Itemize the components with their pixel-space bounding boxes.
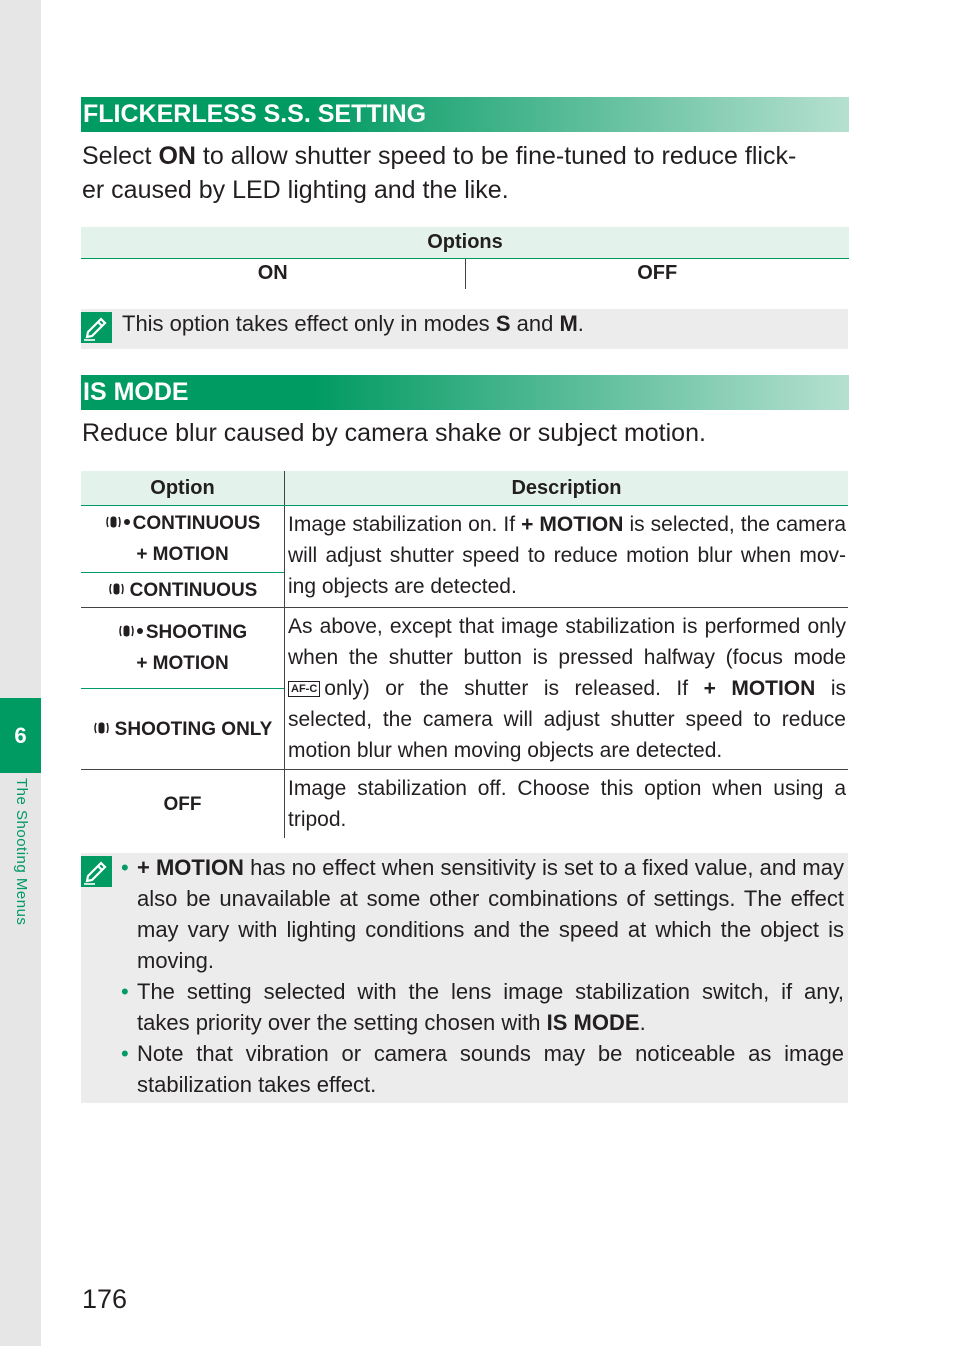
description-text: As above, except that image stabilization is performed only when the shutter button is pressed halfway (focus mode xyxy=(288,615,846,669)
note-text-end: . xyxy=(577,311,584,336)
option-on: ON xyxy=(257,262,288,284)
motion-keyword: + MOTION xyxy=(137,855,244,880)
option-off: OFF xyxy=(465,259,850,289)
note-text xyxy=(122,309,584,339)
list-item: • Note that vibration or camera sounds may be noticeable as image stabilization takes effect. xyxy=(121,1041,844,1097)
option-label: SHOOTING ONLY xyxy=(114,718,273,740)
options-header: Options xyxy=(81,227,849,259)
section-heading-flickerless: FLICKERLESS S.S. SETTING xyxy=(81,97,849,132)
note-mode-s: S xyxy=(495,311,511,336)
section-heading-is-mode: IS MODE xyxy=(81,375,849,410)
page-number: 176 xyxy=(82,1284,128,1314)
option-off: OFF xyxy=(81,770,285,839)
option-continuous-motion xyxy=(81,506,285,573)
option-shooting-only xyxy=(81,689,285,770)
note-mode-m: M xyxy=(559,311,578,336)
camera-shake-icon xyxy=(108,581,128,597)
chapter-title: The Shooting Menus xyxy=(13,778,30,926)
column-header-description: Description xyxy=(285,471,849,506)
flickerless-intro xyxy=(82,139,852,207)
intro-text: er caused by LED lighting and the like. xyxy=(82,176,509,204)
note-icon xyxy=(81,312,112,343)
camera-shake-icon xyxy=(93,720,113,736)
motion-keyword: + MOTION xyxy=(521,513,624,536)
note-text: Note that vibration or camera sounds may be noticeable as image stabilization takes effect. xyxy=(137,1041,844,1097)
list-item: • + MOTION has no effect when sensitivity is set to a fixed value, and may also be unavailable at some other combinations of settings. The effect may vary with lighting conditions and the speed at which the object is moving. xyxy=(121,855,844,973)
table-row xyxy=(81,770,848,839)
is-mode-notes xyxy=(81,853,848,1103)
is-mode-keyword: IS MODE xyxy=(546,1010,640,1035)
chapter-sidebar xyxy=(0,0,41,1346)
flickerless-options-table xyxy=(81,227,849,289)
is-mode-table xyxy=(81,471,848,838)
option-label: SHOOTING xyxy=(145,622,248,643)
option-label: + MOTION xyxy=(136,544,229,565)
options-row xyxy=(81,259,849,289)
option-label: CONTINUOUS xyxy=(132,513,261,534)
intro-text: to allow shutter speed to be fine-tuned to reduce flick- xyxy=(202,142,797,170)
note-text-and: and xyxy=(516,311,554,336)
description-text: is selected, the camera will adjust shutter speed to reduce motion blur when mov-ing objects are detected. xyxy=(288,513,846,598)
af-c-icon: AF-C xyxy=(288,681,320,697)
note-text: The setting selected with the lens image stabilization switch, if any, takes priority over the setting chosen with xyxy=(137,979,844,1035)
intro-on-keyword: ON xyxy=(158,142,196,170)
intro-text: Select xyxy=(82,142,152,170)
camera-shake-icon xyxy=(105,514,131,530)
description-off: Image stabilization off. Choose this option when using a tripod. xyxy=(285,770,849,839)
note-text-end: . xyxy=(639,1010,646,1035)
description-text: only) or the shutter is released. If xyxy=(324,677,689,700)
notes-list xyxy=(81,852,848,1100)
note-text: has no effect when sensitivity is set to a fixed value, and may also be unavailable at some other combinations of settings. The effect may vary with lighting conditions and the speed at which the object is moving. xyxy=(137,855,844,973)
option-label: CONTINUOUS xyxy=(129,579,258,601)
note-text-pre: This option takes effect only in modes xyxy=(122,311,490,336)
description-continuous xyxy=(285,506,849,608)
option-label: + MOTION xyxy=(136,653,229,674)
table-row xyxy=(81,506,848,573)
flickerless-note xyxy=(81,309,848,349)
table-row xyxy=(81,608,848,689)
description-text: Image stabilization on. If xyxy=(288,513,516,536)
description-text: is selected, the camera will adjust shutter speed to reduce motion blur when moving objects are detected. xyxy=(288,677,846,762)
option-shooting-motion xyxy=(81,608,285,689)
column-header-option: Option xyxy=(81,471,285,506)
option-continuous xyxy=(81,573,285,608)
motion-keyword: + MOTION xyxy=(703,677,816,700)
description-shooting xyxy=(285,608,849,770)
list-item: • The setting selected with the lens image stabilization switch, if any, takes priority over the setting chosen with IS MODE. xyxy=(121,979,844,1035)
is-mode-intro: Reduce blur caused by camera shake or subject motion. xyxy=(82,419,706,447)
chapter-number-tab[interactable]: 6 xyxy=(0,698,41,773)
camera-shake-icon xyxy=(118,623,144,639)
